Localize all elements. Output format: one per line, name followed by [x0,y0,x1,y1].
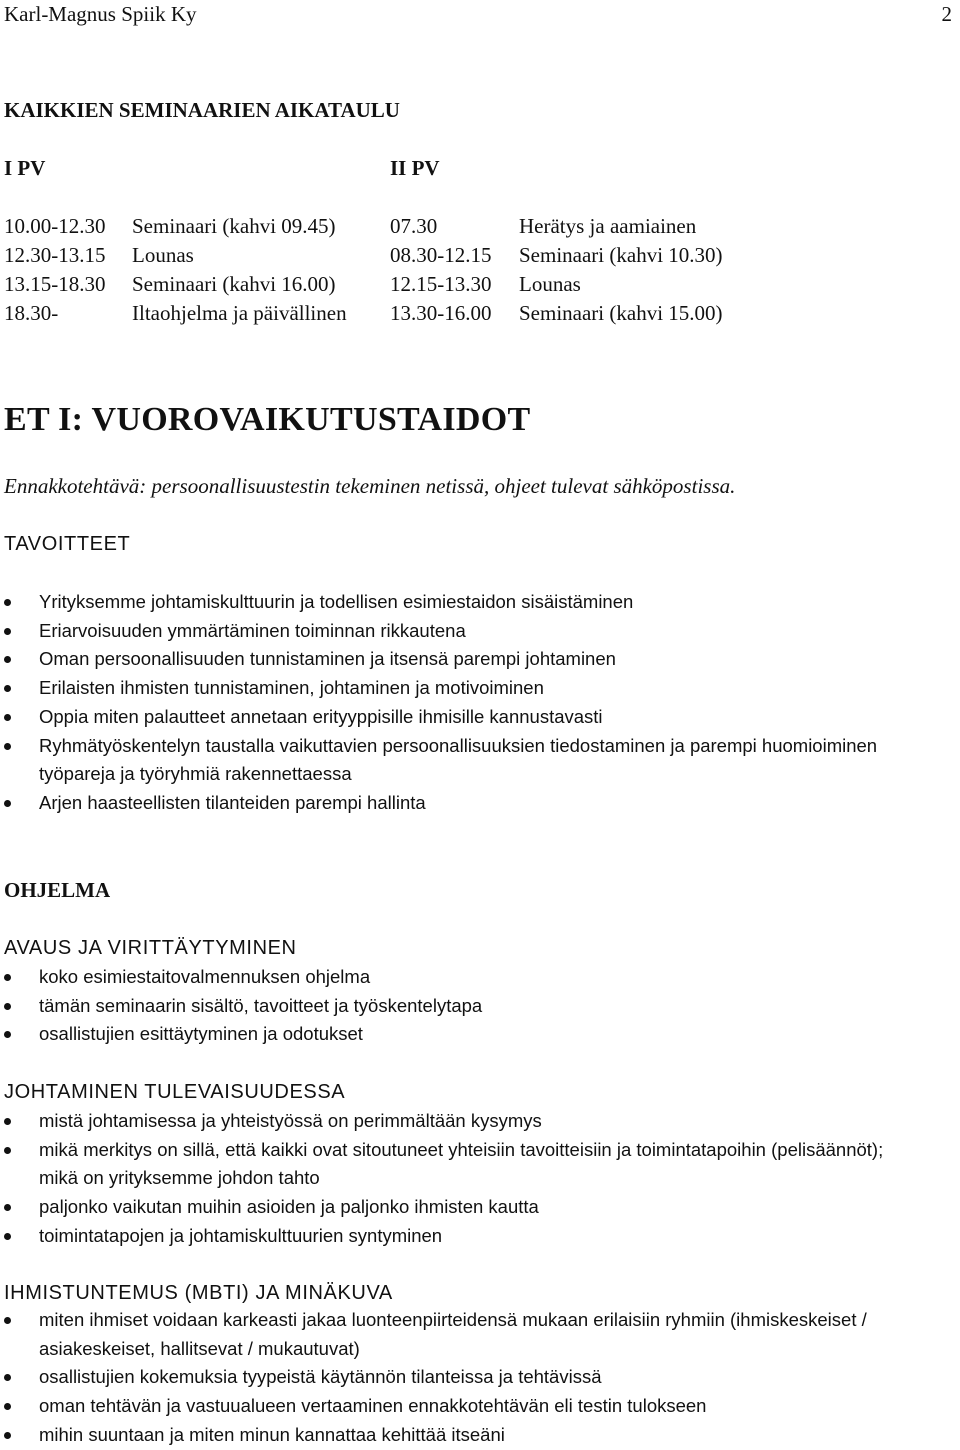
list-item [0,1222,960,1251]
page-header [4,0,952,28]
bullet-icon [4,1147,11,1154]
bullet-icon [4,800,11,807]
program-section-title: IHMISTUNTEMUS (MBTI) JA MINÄKUVA [4,1282,393,1304]
list-item-text: Oppia miten palautteet annetaan erityyppisille ihmisille kannustavasti [39,705,603,727]
day2-activity: Seminaari (kahvi 10.30) [519,243,723,267]
list-item-text: miten ihmiset voidaan karkeasti jakaa luonteenpiirteidensä mukaan erilaisiin ryhmiin (ihmiskeskeiset / asiakeskeiset, hallitsevat / mukautuvat) [39,1309,867,1359]
bullet-icon [4,974,11,981]
et1-title: ET I: VUOROVAIKUTUSTAIDOT [4,401,531,438]
bullet-icon [4,656,11,663]
day1-activity: Iltaohjelma ja päivällinen [132,301,347,325]
pre-task-note: Ennakkotehtävä: persoonallisuustestin tekeminen netissä, ohjeet tulevat sähköpostissa. [4,474,736,498]
day1-activity: Seminaari (kahvi 16.00) [132,272,336,296]
bullet-icon [4,714,11,721]
day2-time: 08.30-12.15 [390,243,492,267]
list-item-text: paljonko vaikutan muihin asioiden ja paljonko ihmisten kautta [39,1196,539,1218]
list-item [0,703,960,732]
list-item-text: Erilaisten ihmisten tunnistaminen, johtaminen ja motivoiminen [39,677,544,699]
list-item [0,732,960,789]
bullet-icon [4,685,11,692]
list-item-text: toimintatapojen ja johtamiskulttuurien syntyminen [39,1224,443,1246]
bullet-icon [4,1031,11,1038]
day1-time: 13.15-18.30 [4,272,106,296]
bullet-icon [4,628,11,635]
list-item-text: koko esimiestaitovalmennuksen ohjelma [39,966,371,987]
bullet-icon [4,1003,11,1010]
program-section-list [0,1306,960,1450]
day1-time: 10.00-12.30 [4,214,106,238]
list-item-text: Oman persoonallisuuden tunnistaminen ja itsensä parempi johtaminen [39,648,616,670]
company-name: Karl-Magnus Spiik Ky [4,2,197,26]
day2-time: 07.30 [390,214,438,238]
list-item [0,1421,960,1450]
program-heading: OHJELMA [4,878,111,902]
day1-time: 12.30-13.15 [4,243,106,267]
bullet-icon [4,1432,11,1439]
bullet-icon [4,1204,11,1211]
page-number: 2 [941,2,952,26]
list-item [0,617,960,646]
day1-activity: Lounas [132,243,194,267]
list-item-text: Arjen haasteellisten tilanteiden parempi hallinta [39,791,426,813]
goals-list [0,588,960,818]
bullet-icon [4,1233,11,1240]
program-section-list [0,963,960,1049]
goals-heading: TAVOITTEET [4,533,131,555]
day1-time: 18.30- [4,301,59,325]
list-item-text: osallistujien kokemuksia tyypeistä käytännön tilanteissa ja tehtävissä [39,1366,602,1388]
list-item [0,1363,960,1392]
list-item-text: Ryhmätyöskentelyn taustalla vaikuttavien persoonallisuuksien tiedostaminen ja parempi huomioiminen työpareja ja työryhmiä rakennettaessa [39,734,878,785]
day2-activity: Lounas [519,272,581,296]
list-item [0,1020,960,1049]
program-section-title: AVAUS JA VIRITTÄYTYMINEN [4,937,297,959]
day2-heading: II PV [390,156,440,180]
day2-time: 12.15-13.30 [390,272,492,296]
bullet-icon [4,1403,11,1410]
list-item [0,1392,960,1421]
list-item-text: mistä johtamisessa ja yhteistyössä on perimmältään kysymys [39,1110,542,1131]
program-section-title: JOHTAMINEN TULEVAISUUDESSA [4,1081,346,1103]
list-item-text: Yrityksemme johtamiskulttuurin ja todellisen esimiestaidon sisäistäminen [39,591,634,612]
list-item-text: tämän seminaarin sisältö, tavoitteet ja työskentelytapa [39,994,483,1016]
list-item [0,674,960,703]
schedule-row [0,270,960,299]
list-item-text: osallistujien esittäytyminen ja odotukset [39,1023,363,1045]
day1-activity: Seminaari (kahvi 09.45) [132,214,336,238]
day2-activity: Herätys ja aamiainen [519,214,697,238]
list-item [0,1107,960,1136]
day2-activity: Seminaari (kahvi 15.00) [519,301,723,325]
day1-heading: I PV [4,156,46,180]
program-section-list [0,1107,960,1251]
list-item [0,1193,960,1222]
bullet-icon [4,599,11,606]
bullet-icon [4,1374,11,1381]
bullet-icon [4,743,11,750]
schedule-title: KAIKKIEN SEMINAARIEN AIKATAULU [4,98,400,122]
list-item-text: mikä merkitys on sillä, että kaikki ovat sitoutuneet yhteisiin tavoitteisiin ja toimintatapoihin (pelisäännöt); mikä on yrityksemme johdon tahto [39,1138,884,1189]
list-item [0,789,960,818]
schedule-row [0,299,960,328]
list-item-text: mihin suuntaan ja miten minun kannattaa kehittää itseäni [39,1423,505,1445]
schedule-row [0,212,960,241]
bullet-icon [4,1118,11,1125]
list-item [0,1306,960,1363]
list-item-text: Eriarvoisuuden ymmärtäminen toiminnan rikkautena [39,619,466,641]
list-item-text: oman tehtävän ja vastuualueen vertaaminen ennakkotehtävän eli testin tulokseen [39,1395,707,1417]
bullet-icon [4,1317,11,1324]
list-item [0,963,960,992]
day2-time: 13.30-16.00 [390,301,492,325]
list-item [0,1136,960,1193]
list-item [0,588,960,617]
schedule-row [0,241,960,270]
list-item [0,645,960,674]
list-item [0,992,960,1021]
